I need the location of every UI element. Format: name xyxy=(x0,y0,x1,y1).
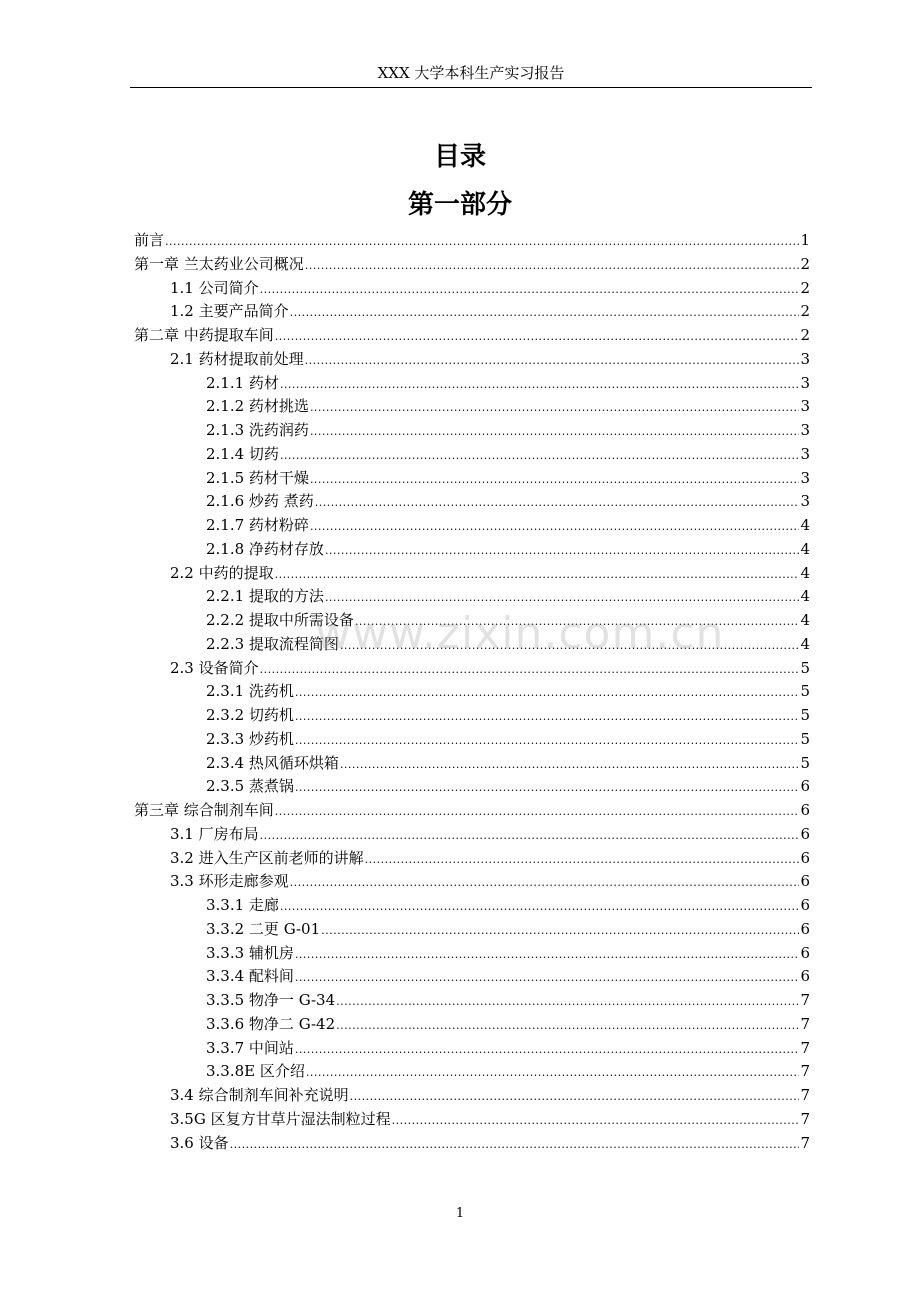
toc-entry-label: 3.5G 区复方甘草片湿法制粒过程 xyxy=(170,1109,391,1128)
toc-entry-page: 5 xyxy=(800,753,810,772)
toc-entry-page: 3 xyxy=(800,397,810,416)
toc-entry-label: 2.3 设备简介 xyxy=(170,658,259,677)
toc-entry-label: 2.3.2 切药机 xyxy=(206,706,294,724)
toc-dot-leader xyxy=(295,729,800,753)
toc-dot-leader xyxy=(310,420,800,444)
toc-entry-label: 3.4 综合制剂车间补充说明 xyxy=(170,1086,349,1104)
toc-entry-label: 3.3.6 物净二 G-42 xyxy=(206,1014,336,1033)
toc-dot-leader xyxy=(295,1038,800,1062)
toc-entry-label: 2.2.1 提取的方法 xyxy=(206,587,324,606)
toc-dot-leader xyxy=(305,254,800,278)
toc-entry-page: 4 xyxy=(800,634,810,653)
toc-entry-page: 1 xyxy=(800,231,810,249)
toc-entry-page: 6 xyxy=(800,824,810,843)
toc-dot-leader xyxy=(350,1085,800,1109)
toc-dot-leader xyxy=(315,491,800,515)
toc-dot-leader xyxy=(306,1061,800,1085)
toc-entry-page: 6 xyxy=(800,801,810,819)
toc-entry-label: 3.3.4 配料间 xyxy=(206,967,294,986)
toc-dot-leader xyxy=(325,586,800,610)
page-number: 1 xyxy=(455,1206,465,1221)
toc-entry[interactable] xyxy=(134,1037,810,1061)
toc-entry-label: 3.1 厂房布局 xyxy=(170,824,259,843)
toc-entry-page: 5 xyxy=(800,658,810,677)
toc-entry-label: 第三章 综合制剂车间 xyxy=(134,801,274,819)
header-rule xyxy=(130,87,812,88)
toc-entry[interactable] xyxy=(134,1108,810,1132)
toc-entry-label: 2.1.7 药材粉碎 xyxy=(206,516,309,534)
toc-entry-label: 2.2.2 提取中所需设备 xyxy=(206,611,354,629)
toc-entry[interactable] xyxy=(134,918,810,942)
toc-entry-label: 2.3.3 炒药机 xyxy=(206,729,294,748)
toc-dot-leader xyxy=(280,444,800,468)
toc-entry-page: 3 xyxy=(800,421,810,439)
toc-dot-leader xyxy=(260,824,800,848)
toc-dot-leader xyxy=(392,1109,800,1133)
toc-entry[interactable] xyxy=(134,585,810,609)
toc-entry-page: 4 xyxy=(800,611,810,629)
toc-entry[interactable] xyxy=(134,538,810,562)
toc-entry[interactable] xyxy=(134,490,810,514)
toc-entry[interactable] xyxy=(134,633,810,657)
toc-entry-label: 3.3.1 走廊 xyxy=(206,896,279,914)
toc-dot-leader xyxy=(230,1133,800,1157)
toc-entry-page: 5 xyxy=(800,682,810,701)
toc-entry-page: 2 xyxy=(800,278,810,297)
toc-dot-leader xyxy=(336,990,799,1014)
toc-dot-leader xyxy=(275,325,800,349)
toc-dot-leader xyxy=(275,563,800,587)
toc-entry[interactable] xyxy=(134,253,810,277)
toc-entry[interactable] xyxy=(134,847,810,871)
toc-entry-label: 2.1.4 切药 xyxy=(206,444,279,463)
toc-entry[interactable] xyxy=(134,823,810,847)
toc-dot-leader xyxy=(165,230,799,254)
toc-entry[interactable] xyxy=(134,300,810,324)
toc-entry-page: 7 xyxy=(800,1038,810,1057)
toc-entry-page: 7 xyxy=(800,991,810,1009)
toc-entry-page: 4 xyxy=(800,587,810,606)
toc-entry-page: 3 xyxy=(800,444,810,463)
toc-entry[interactable] xyxy=(134,1084,810,1108)
toc-entry-label: 3.2 进入生产区前老师的讲解 xyxy=(170,848,364,867)
toc-entry-label: 前言 xyxy=(134,231,165,249)
toc-entry[interactable] xyxy=(134,989,810,1013)
toc-dot-leader xyxy=(310,468,800,492)
toc-dot-leader xyxy=(295,705,800,729)
toc-entry-page: 2 xyxy=(800,254,810,273)
toc-entry[interactable] xyxy=(134,1132,810,1156)
toc-entry[interactable] xyxy=(134,229,810,253)
toc-entry[interactable] xyxy=(134,1013,810,1037)
toc-entry[interactable] xyxy=(134,870,810,894)
toc-entry-label: 2.1.3 洗药润药 xyxy=(206,421,309,439)
toc-entry-label: 3.3.2 二更 G-01 xyxy=(206,919,321,938)
toc-dot-leader xyxy=(295,681,800,705)
toc-dot-leader xyxy=(280,895,800,919)
toc-dot-leader xyxy=(321,919,799,943)
toc-entry-label: 3.3.5 物净一 G-34 xyxy=(206,991,336,1009)
toc-entry[interactable] xyxy=(134,799,810,823)
toc-dot-leader xyxy=(295,966,800,990)
toc-entry-page: 5 xyxy=(800,729,810,748)
toc-dot-leader xyxy=(295,943,800,967)
toc-entry[interactable] xyxy=(134,443,810,467)
toc-entry-page: 7 xyxy=(800,1062,810,1081)
toc-entry-label: 2.1.6 炒药 煮药 xyxy=(206,492,314,511)
toc-entry-page: 6 xyxy=(800,848,810,867)
toc-dot-leader xyxy=(325,539,800,563)
toc-entry[interactable] xyxy=(134,395,810,419)
toc-entry[interactable] xyxy=(134,775,810,799)
toc-entry[interactable] xyxy=(134,1060,810,1084)
toc-entry-page: 2 xyxy=(800,302,810,321)
toc-entry-page: 3 xyxy=(800,349,810,368)
toc-dot-leader xyxy=(336,1014,799,1038)
toc-entry[interactable] xyxy=(134,752,810,776)
toc-entry[interactable] xyxy=(134,728,810,752)
toc-entry-label: 3.6 设备 xyxy=(170,1133,229,1152)
toc-dot-leader xyxy=(305,349,800,373)
watermark: www.zixin.com.cn xyxy=(315,608,725,659)
toc-entry-label: 1.2 主要产品简介 xyxy=(170,302,289,321)
toc-dot-leader xyxy=(340,753,800,777)
toc-dot-leader xyxy=(340,634,800,658)
toc-entry[interactable] xyxy=(134,348,810,372)
toc-dot-leader xyxy=(280,373,800,397)
toc-entry[interactable] xyxy=(134,894,810,918)
toc-entry-page: 7 xyxy=(800,1133,810,1152)
toc-entry-label: 2.1.2 药材挑选 xyxy=(206,397,309,416)
toc-entry-page: 6 xyxy=(800,777,810,796)
toc-title: 目录 xyxy=(433,142,486,172)
toc-entry-page: 7 xyxy=(800,1086,810,1104)
toc-entry-page: 2 xyxy=(800,326,810,344)
toc-entry-page: 4 xyxy=(800,539,810,558)
toc-entry-page: 6 xyxy=(800,872,810,891)
toc-entry-label: 第一章 兰太药业公司概况 xyxy=(134,254,304,273)
toc-dot-leader xyxy=(275,800,800,824)
toc-entry-label: 2.1.1 药材 xyxy=(206,373,279,392)
toc-entry-label: 1.1 公司简介 xyxy=(170,278,259,297)
toc-dot-leader xyxy=(295,776,800,800)
toc-dot-leader xyxy=(365,848,800,872)
toc-entry-label: 2.2.3 提取流程简图 xyxy=(206,634,339,653)
toc-entry[interactable] xyxy=(134,324,810,348)
toc-entry-label: 2.3.4 热风循环烘箱 xyxy=(206,753,339,772)
toc-entry-label: 2.3.1 洗药机 xyxy=(206,682,294,701)
toc-entry-label: 3.3.3 辅机房 xyxy=(206,943,294,962)
toc-entry-label: 3.3.8E 区介绍 xyxy=(206,1062,305,1081)
toc-entry-label: 2.1.8 净药材存放 xyxy=(206,539,324,558)
toc-entry-label: 2.1 药材提取前处理 xyxy=(170,349,304,368)
toc-dot-leader xyxy=(355,610,800,634)
toc-entry[interactable] xyxy=(134,680,810,704)
toc-entry-page: 3 xyxy=(800,468,810,487)
toc-entry-page: 7 xyxy=(800,1109,810,1128)
toc-dot-leader xyxy=(260,658,800,682)
page-header: XXX 大学本科生产实习报告 xyxy=(377,64,565,82)
toc-entry-page: 3 xyxy=(800,492,810,511)
toc-dot-leader xyxy=(310,396,800,420)
toc-dot-leader xyxy=(290,301,800,325)
toc-entry[interactable] xyxy=(134,372,810,396)
toc-subtitle: 第一部分 xyxy=(407,190,512,220)
toc-entry[interactable] xyxy=(134,704,810,728)
toc-entry-page: 4 xyxy=(800,516,810,534)
toc-entry-page: 5 xyxy=(800,706,810,724)
toc-entry-label: 3.3.7 中间站 xyxy=(206,1038,294,1057)
toc-entry-label: 2.3.5 蒸煮锅 xyxy=(206,777,294,796)
toc-entry-page: 6 xyxy=(800,896,810,914)
toc-entry[interactable] xyxy=(134,657,810,681)
toc-dot-leader xyxy=(310,515,800,539)
toc-entry[interactable] xyxy=(134,609,810,633)
toc-entry[interactable] xyxy=(134,277,810,301)
toc-entry-page: 4 xyxy=(800,563,810,582)
toc-entry-page: 6 xyxy=(800,967,810,986)
toc-dot-leader xyxy=(290,871,800,895)
toc-entry-label: 第二章 中药提取车间 xyxy=(134,326,274,344)
toc-entry[interactable] xyxy=(134,419,810,443)
toc-dot-leader xyxy=(260,278,800,302)
toc-entry-label: 3.3 环形走廊参观 xyxy=(170,872,289,891)
toc-entry-label: 2.1.5 药材干燥 xyxy=(206,468,309,487)
toc-entry[interactable] xyxy=(134,562,810,586)
toc-entry[interactable] xyxy=(134,514,810,538)
toc-entry[interactable] xyxy=(134,467,810,491)
toc-entry-label: 2.2 中药的提取 xyxy=(170,563,274,582)
toc-entry[interactable] xyxy=(134,965,810,989)
toc-entry-page: 6 xyxy=(800,919,810,938)
toc-entry[interactable] xyxy=(134,942,810,966)
toc-entry-page: 6 xyxy=(800,943,810,962)
table-of-contents xyxy=(134,229,810,1155)
toc-entry-page: 3 xyxy=(800,373,810,392)
toc-entry-page: 7 xyxy=(800,1014,810,1033)
